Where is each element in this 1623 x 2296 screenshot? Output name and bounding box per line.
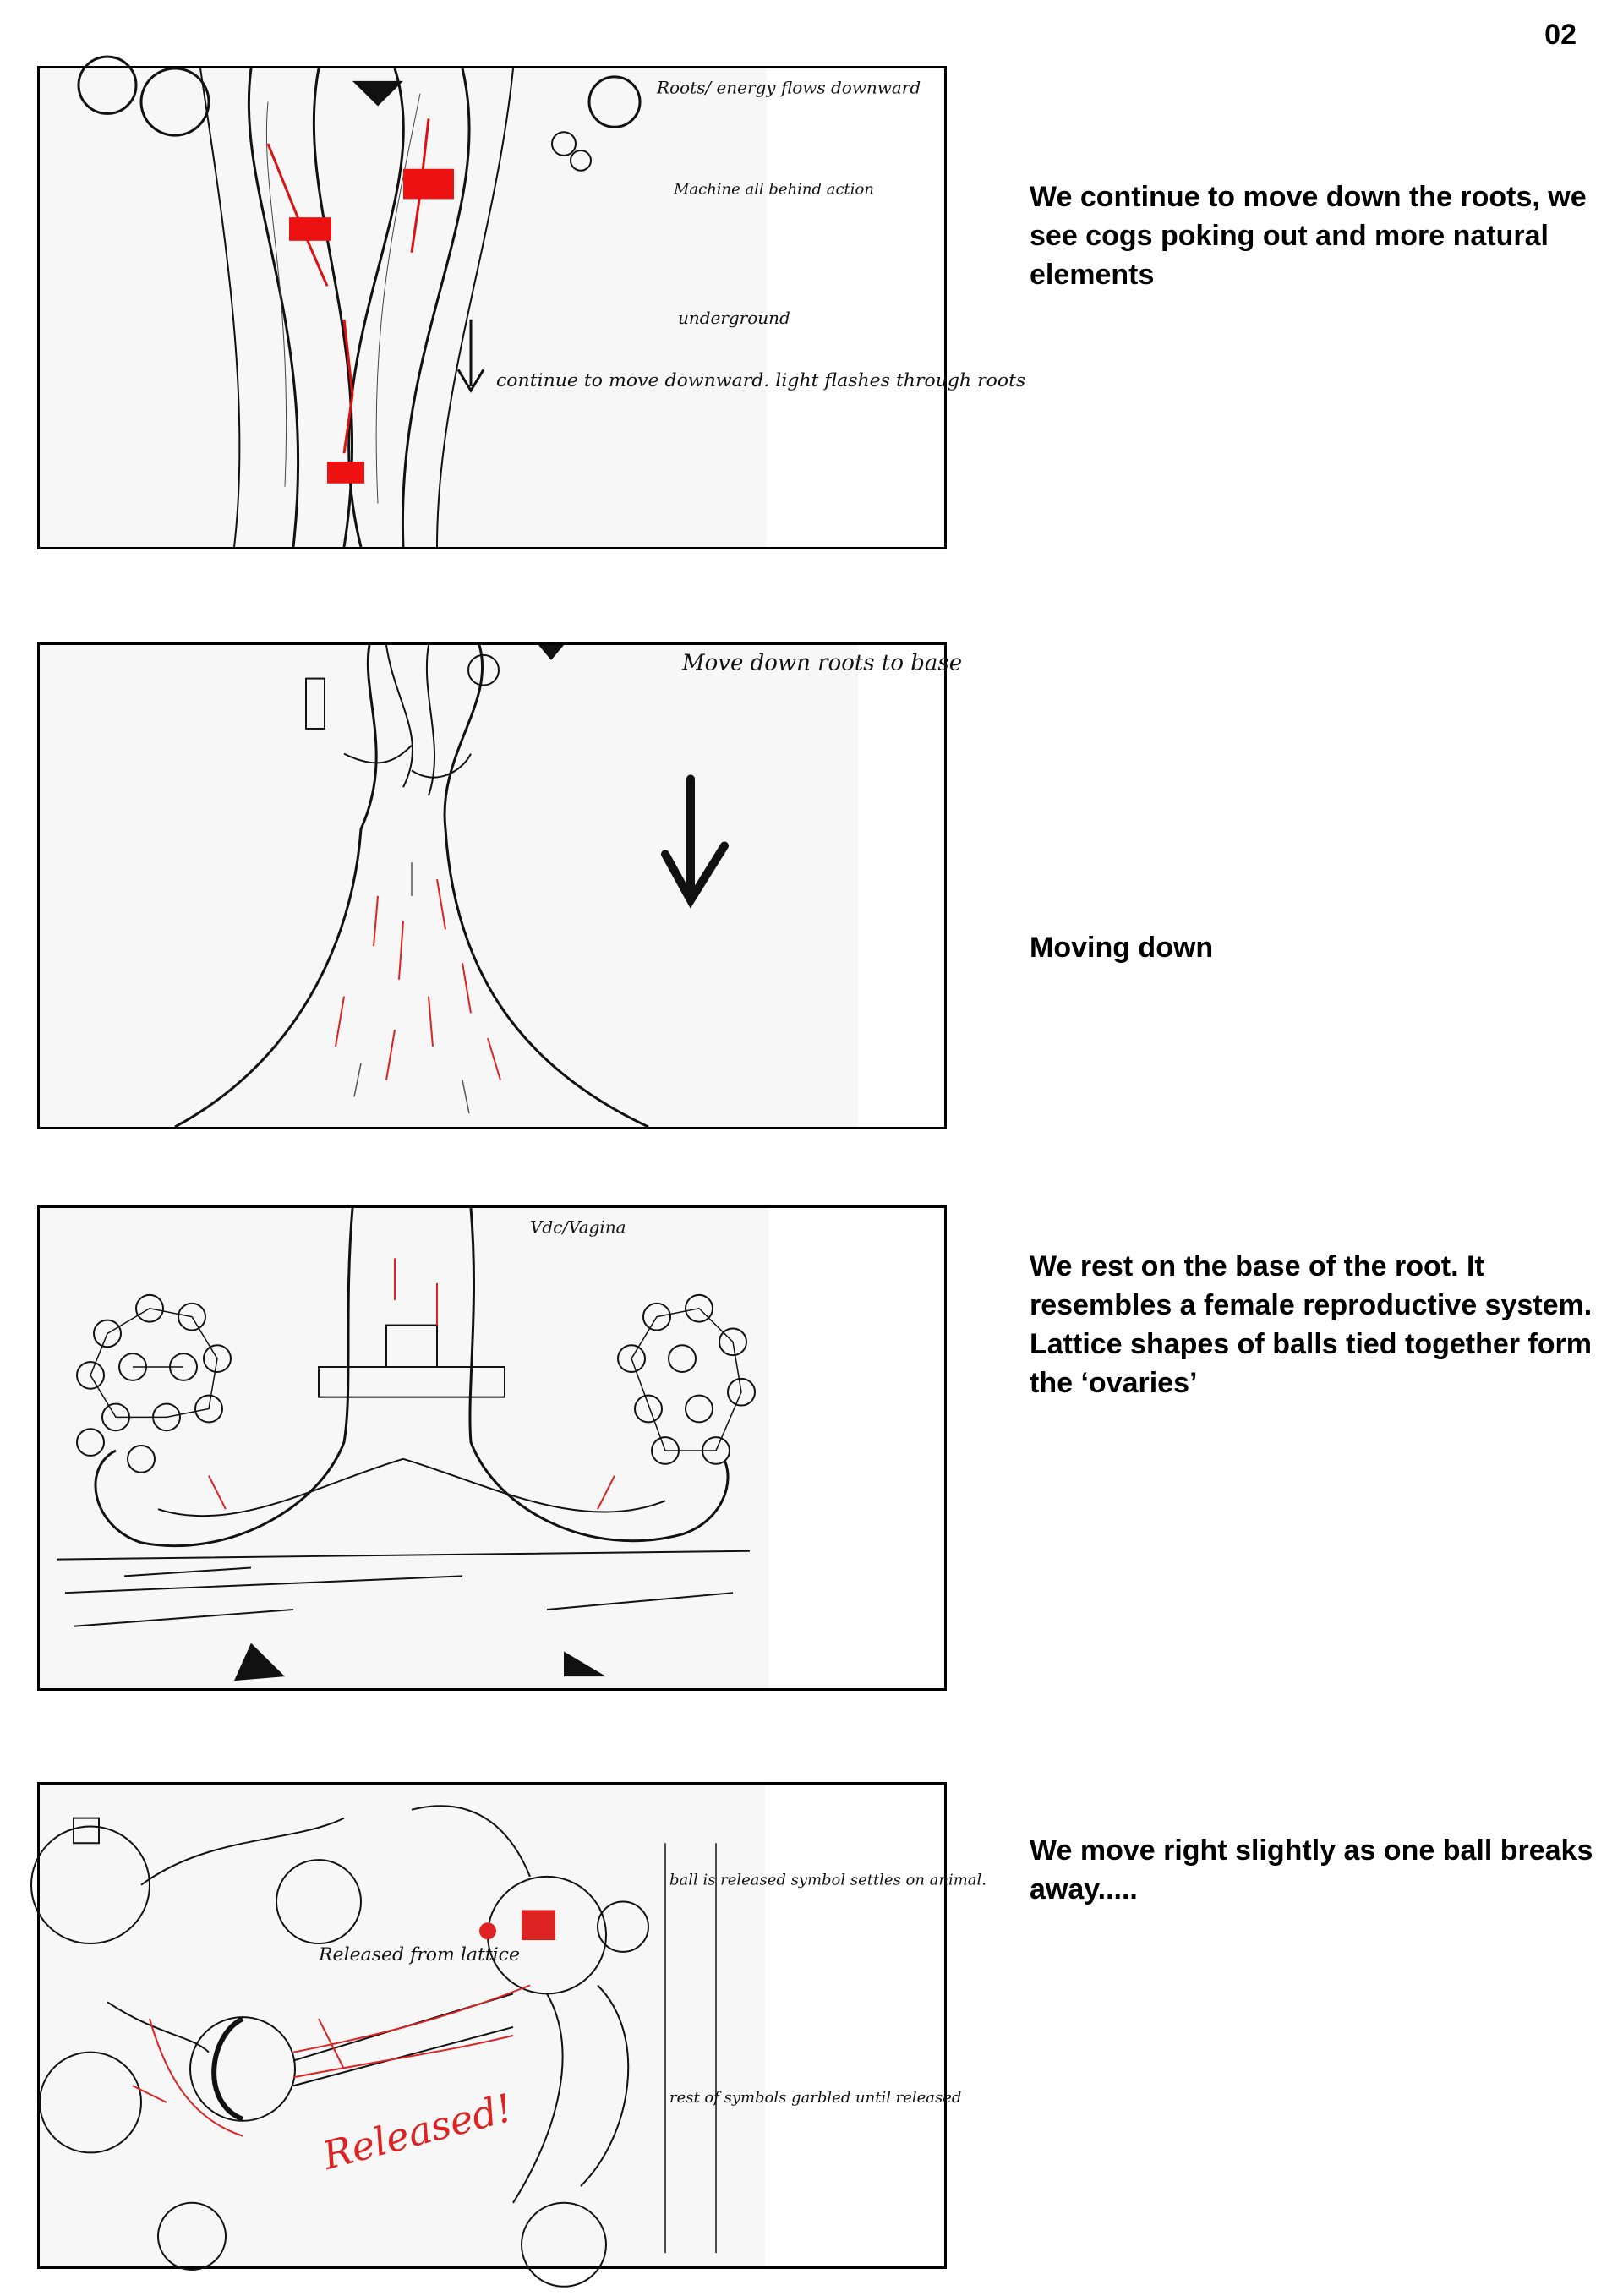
storyboard-frame-2 [37, 642, 963, 1129]
storyboard-frame-1 [37, 66, 1026, 549]
note-released-from-lattice: Released from lattice [319, 1943, 521, 1965]
note-released: Released! [318, 2085, 517, 2178]
note-rest-of-symbols: rest of symbols garbled until released [669, 2089, 962, 2107]
sketch-roots-descending [40, 68, 1026, 547]
sketch-ball-released [40, 1785, 986, 2266]
note-underground: underground [678, 308, 790, 328]
note-continue: continue to move downward. light flashes through roots [496, 370, 1026, 391]
note-machine: Machine all behind action [674, 180, 874, 199]
storyboard-frame-3 [37, 1205, 947, 1691]
panel-4-caption: We move right slightly as one ball breaks away..... [1030, 1834, 1593, 1905]
note-vagina: Vdc/Vagina [530, 1217, 626, 1238]
sketch-trunk-base [40, 645, 963, 1127]
note-ball-released: ball is released symbol settles on animal. [669, 1871, 986, 1889]
page-number: 02 [1544, 19, 1577, 51]
storyboard-frame-4 [37, 1782, 986, 2269]
panel-3-caption: We rest on the base of the root. It resembles a female reproductive system. Lattice shapes of balls tied together form the ‘ovaries’ [1030, 1250, 1593, 1399]
note-move-down: Move down roots to base [682, 650, 963, 676]
note-roots-energy: Roots/ energy flows downward [657, 78, 921, 98]
panel-2-caption: Moving down [1030, 932, 1214, 964]
panel-1-caption: We continue to move down the roots, we see cogs poking out and more natural elements [1030, 181, 1587, 291]
sketch-root-base-ovaries [40, 1208, 768, 1688]
